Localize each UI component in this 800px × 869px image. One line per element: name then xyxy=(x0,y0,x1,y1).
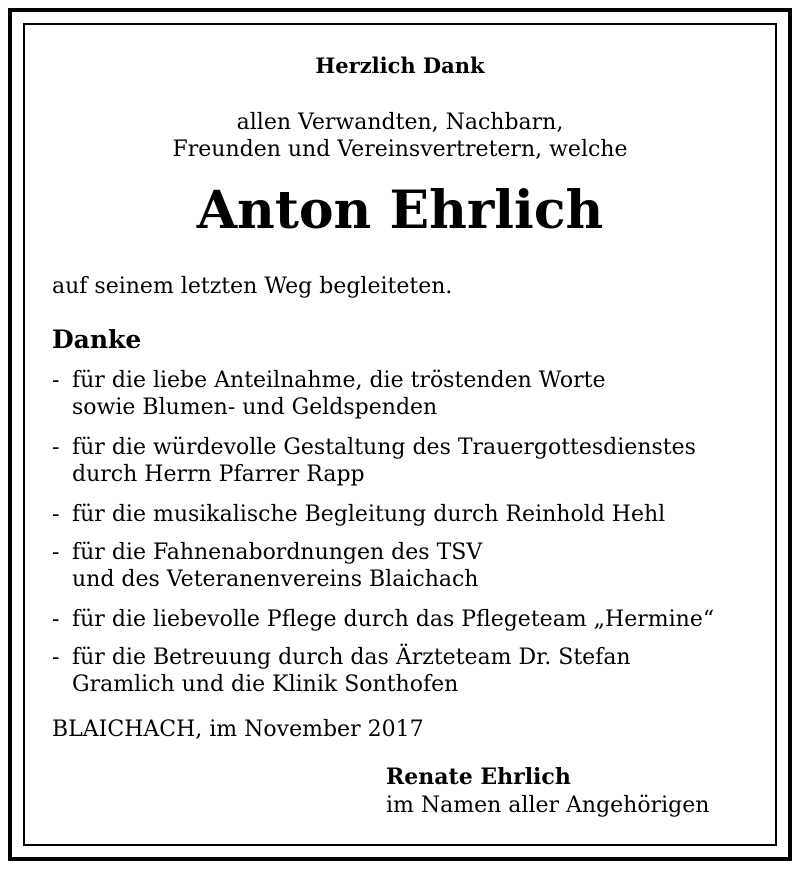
after-name-text: auf seinem letzten Weg begleiteten. xyxy=(52,274,453,299)
deceased-name: Anton Ehrlich xyxy=(196,180,604,241)
signer-note: im Namen aller Angehörigen xyxy=(386,793,710,818)
list-item-line-1: für die liebe Anteilnahme, die tröstenden Worte xyxy=(72,368,606,393)
place-date: BLAICHACH, im November 2017 xyxy=(52,717,424,742)
list-dash: - xyxy=(52,645,60,670)
list-item-line-2: und des Veteranenvereins Blaichach xyxy=(72,567,479,592)
list-item-line-2: sowie Blumen- und Geldspenden xyxy=(72,395,438,420)
list-dash: - xyxy=(52,502,60,527)
danke-heading: Danke xyxy=(52,325,142,354)
list-item-line-1: für die Betreuung durch das Ärzteteam Dr. Stefan xyxy=(72,645,631,670)
list-dash: - xyxy=(52,540,60,565)
list-dash: - xyxy=(52,368,60,393)
intro-line-2: Freunden und Vereinsvertretern, welche xyxy=(172,137,628,162)
signer-name: Renate Ehrlich xyxy=(386,764,571,790)
list-item-line-1: für die Fahnenabordnungen des TSV xyxy=(72,540,483,565)
list-item-line-1: für die musikalische Begleitung durch Reinhold Hehl xyxy=(72,502,666,527)
list-dash: - xyxy=(52,607,60,632)
list-dash: - xyxy=(52,435,60,460)
list-item-line-2: durch Herrn Pfarrer Rapp xyxy=(72,462,365,487)
list-item-line-1: für die liebevolle Pflege durch das Pflegeteam „Hermine“ xyxy=(72,607,715,632)
list-item-line-2: Gramlich und die Klinik Sonthofen xyxy=(72,672,459,697)
list-item-line-1: für die würdevolle Gestaltung des Trauergottesdienstes xyxy=(72,435,696,460)
intro-line-1: allen Verwandten, Nachbarn, xyxy=(236,110,564,135)
notice-heading: Herzlich Dank xyxy=(315,53,485,78)
